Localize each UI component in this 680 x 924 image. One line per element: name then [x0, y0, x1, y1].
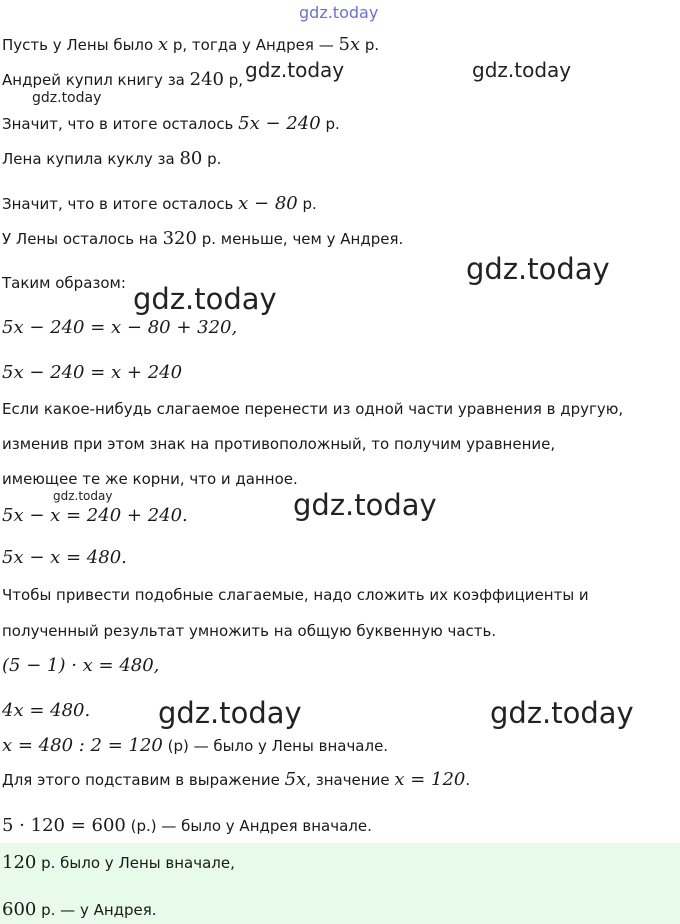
watermark-text: gdz.today — [472, 58, 572, 82]
text-line: изменив при этом знак на противоположный, то получим уравнение, — [2, 435, 556, 453]
equation: 5x − 240 = x − 80 + 320, — [2, 317, 238, 338]
watermark-text: gdz.today — [466, 252, 610, 286]
watermark-text: gdz.today — [490, 696, 634, 730]
watermark-text: gdz.today — [245, 58, 345, 82]
answer-box — [0, 843, 680, 924]
text-line: У Лены осталось на 320 р. меньше, чем у Андрея. — [2, 228, 404, 249]
watermark-text: gdz.today — [158, 696, 302, 730]
watermark-text: gdz.today — [32, 90, 102, 106]
text-line: Если какое-нибудь слагаемое перенести из одной части уравнения в другую, — [2, 400, 624, 418]
equation: 5x − x = 240 + 240. — [2, 505, 188, 526]
watermark-text: gdz.today — [293, 488, 437, 522]
text-line: Значит, что в итоге осталось 5x − 240 р. — [2, 113, 340, 134]
text-line: Пусть у Лены было x р, тогда у Андрея — 5x р. — [2, 34, 380, 55]
equation: (5 − 1) · x = 480, — [2, 655, 160, 676]
text-line: Лена купила куклу за 80 р. — [2, 148, 222, 169]
text-line: Значит, что в итоге осталось x − 80 р. — [2, 193, 317, 214]
text-line: Для этого подставим в выражение 5x, значение x = 120. — [2, 769, 471, 790]
equation: 5x − x = 480. — [2, 547, 127, 568]
text-line: Чтобы привести подобные слагаемые, надо сложить их коэффициенты и — [2, 586, 589, 604]
equation: 5 · 120 = 600 (р.) — было у Андрея вначале. — [2, 815, 372, 836]
equation: 5x − 240 = x + 240 — [2, 362, 183, 383]
watermark-text: gdz.today — [53, 489, 113, 503]
watermark-text: gdz.today — [299, 3, 379, 22]
equation: x = 480 : 2 = 120 (р) — было у Лены вначале. — [2, 735, 389, 756]
watermark-text: gdz.today — [133, 282, 277, 316]
text-line: имеющее те же корни, что и данное. — [2, 470, 298, 488]
answer-line: 600 р. — у Андрея. — [2, 899, 157, 920]
text-line: Таким образом: — [2, 274, 126, 292]
text-line: полученный результат умножить на общую буквенную часть. — [2, 622, 497, 640]
answer-line: 120 р. было у Лены вначале, — [2, 852, 235, 873]
text-line: Андрей купил книгу за 240 р, — [2, 69, 244, 90]
equation: 4x = 480. — [2, 700, 91, 721]
